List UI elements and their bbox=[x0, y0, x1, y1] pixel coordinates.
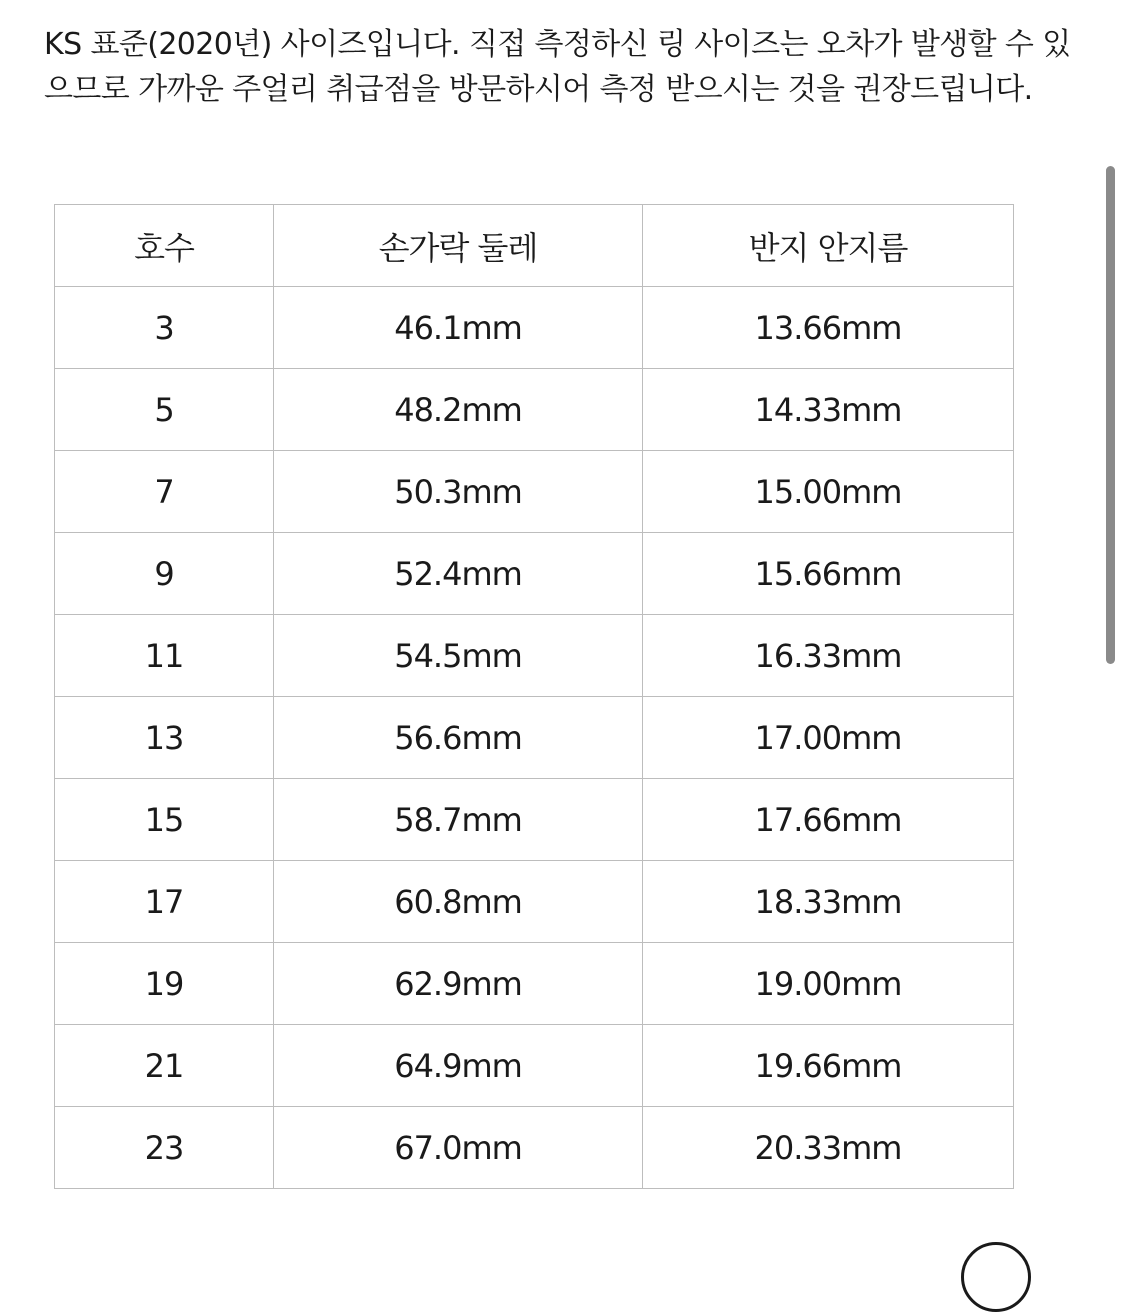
table-row bbox=[55, 861, 1014, 943]
inner-diameter-cell: 17.00mm bbox=[643, 697, 1014, 779]
table-header-row bbox=[55, 205, 1014, 287]
table-row bbox=[55, 287, 1014, 369]
table-row bbox=[55, 615, 1014, 697]
inner-diameter-cell: 20.33mm bbox=[643, 1107, 1014, 1189]
size-number-cell: 9 bbox=[55, 533, 274, 615]
size-number-cell: 19 bbox=[55, 943, 274, 1025]
table-row bbox=[55, 943, 1014, 1025]
size-number-cell: 17 bbox=[55, 861, 274, 943]
table-row bbox=[55, 369, 1014, 451]
circumference-cell: 60.8mm bbox=[274, 861, 643, 943]
inner-diameter-cell: 18.33mm bbox=[643, 861, 1014, 943]
circumference-cell: 56.6mm bbox=[274, 697, 643, 779]
inner-diameter-cell: 17.66mm bbox=[643, 779, 1014, 861]
header-size-number: 호수 bbox=[55, 205, 274, 287]
inner-diameter-cell: 13.66mm bbox=[643, 287, 1014, 369]
size-guide-intro: KS 표준(2020년) 사이즈입니다. 직접 측정하신 링 사이즈는 오차가 발생할 수 있으므로 가까운 주얼리 취급점을 방문하시어 측정 받으시는 것을 권장드립니다. bbox=[44, 27, 1071, 107]
circumference-cell: 48.2mm bbox=[274, 369, 643, 451]
table-row bbox=[55, 697, 1014, 779]
circumference-cell: 50.3mm bbox=[274, 451, 643, 533]
size-number-cell: 23 bbox=[55, 1107, 274, 1189]
floating-circle-button[interactable] bbox=[961, 1242, 1031, 1312]
size-number-cell: 3 bbox=[55, 287, 274, 369]
inner-diameter-cell: 19.00mm bbox=[643, 943, 1014, 1025]
circumference-cell: 58.7mm bbox=[274, 779, 643, 861]
size-number-cell: 7 bbox=[55, 451, 274, 533]
inner-diameter-cell: 15.66mm bbox=[643, 533, 1014, 615]
table-row bbox=[55, 1025, 1014, 1107]
table-row bbox=[55, 779, 1014, 861]
circumference-cell: 54.5mm bbox=[274, 615, 643, 697]
circumference-cell: 46.1mm bbox=[274, 287, 643, 369]
inner-diameter-cell: 16.33mm bbox=[643, 615, 1014, 697]
inner-diameter-cell: 15.00mm bbox=[643, 451, 1014, 533]
size-number-cell: 15 bbox=[55, 779, 274, 861]
size-number-cell: 11 bbox=[55, 615, 274, 697]
table-row bbox=[55, 1107, 1014, 1189]
table-row bbox=[55, 451, 1014, 533]
size-number-cell: 5 bbox=[55, 369, 274, 451]
inner-diameter-cell: 19.66mm bbox=[643, 1025, 1014, 1107]
ring-size-table bbox=[54, 204, 1014, 1189]
circumference-cell: 64.9mm bbox=[274, 1025, 643, 1107]
header-ring-inner-diameter: 반지 안지름 bbox=[643, 205, 1014, 287]
vertical-scrollbar[interactable] bbox=[1106, 166, 1115, 664]
circumference-cell: 52.4mm bbox=[274, 533, 643, 615]
inner-diameter-cell: 14.33mm bbox=[643, 369, 1014, 451]
circumference-cell: 67.0mm bbox=[274, 1107, 643, 1189]
circumference-cell: 62.9mm bbox=[274, 943, 643, 1025]
table-row bbox=[55, 533, 1014, 615]
size-number-cell: 21 bbox=[55, 1025, 274, 1107]
header-finger-circumference: 손가락 둘레 bbox=[274, 205, 643, 287]
size-number-cell: 13 bbox=[55, 697, 274, 779]
